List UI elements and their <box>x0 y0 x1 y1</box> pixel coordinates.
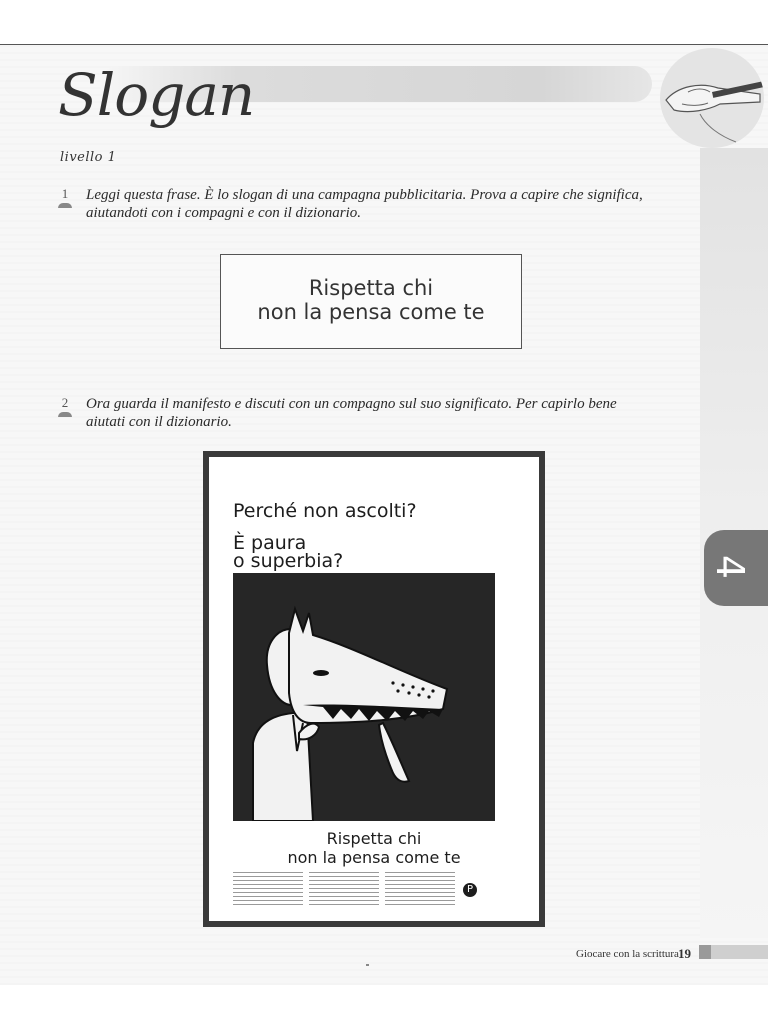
poster-sheet <box>209 457 539 921</box>
slogan-line-1: Rispetta chi <box>308 276 434 300</box>
scan-speck <box>366 964 369 966</box>
poster-slogan-line-1: Rispetta chi <box>326 829 422 848</box>
chapter-tab <box>704 530 768 606</box>
poster-fine-print-col-1 <box>233 871 303 905</box>
footer-bar <box>699 945 768 959</box>
page-title: Slogan <box>58 61 255 129</box>
exercise-number-2: 2 <box>58 395 72 411</box>
level-label: livello 1 <box>60 150 117 165</box>
poster-question-2-line-1: È paura <box>233 532 307 554</box>
exercise-1-instruction: Leggi questa frase. È lo slogan di una campagna pubblicitaria. Prova a capire che significa, aiutandoti con i compagni e con il dizionario. <box>86 187 643 221</box>
page-number: 19 <box>678 946 691 961</box>
hand-pen-icon <box>660 48 764 148</box>
poster-fine-print-col-3 <box>385 871 455 905</box>
poster-question-1: Perché non ascolti? <box>233 500 417 522</box>
campaign-poster <box>203 451 545 927</box>
chapter-number: 4 <box>708 554 753 580</box>
hand-writing-illustration <box>660 48 764 148</box>
poster-slogan-line-2: non la pensa come te <box>287 848 461 867</box>
man-wolf-mask-icon <box>233 573 495 821</box>
poster-logo-icon: P <box>463 883 477 897</box>
exercise-number-1: 1 <box>58 186 72 202</box>
poster-fine-print-col-2 <box>309 871 379 905</box>
slogan-line-2: non la pensa come te <box>257 300 485 324</box>
poster-illustration <box>233 573 495 821</box>
exercise-2-instruction: Ora guarda il manifesto e discuti con un compagno sul suo significato. Per capirlo bene aiutati con il dizionario. <box>86 396 617 430</box>
footer-book-title: Giocare con la scrittura <box>576 948 679 960</box>
poster-question-2-line-2: o superbia? <box>233 550 344 572</box>
slogan-box <box>220 254 522 349</box>
